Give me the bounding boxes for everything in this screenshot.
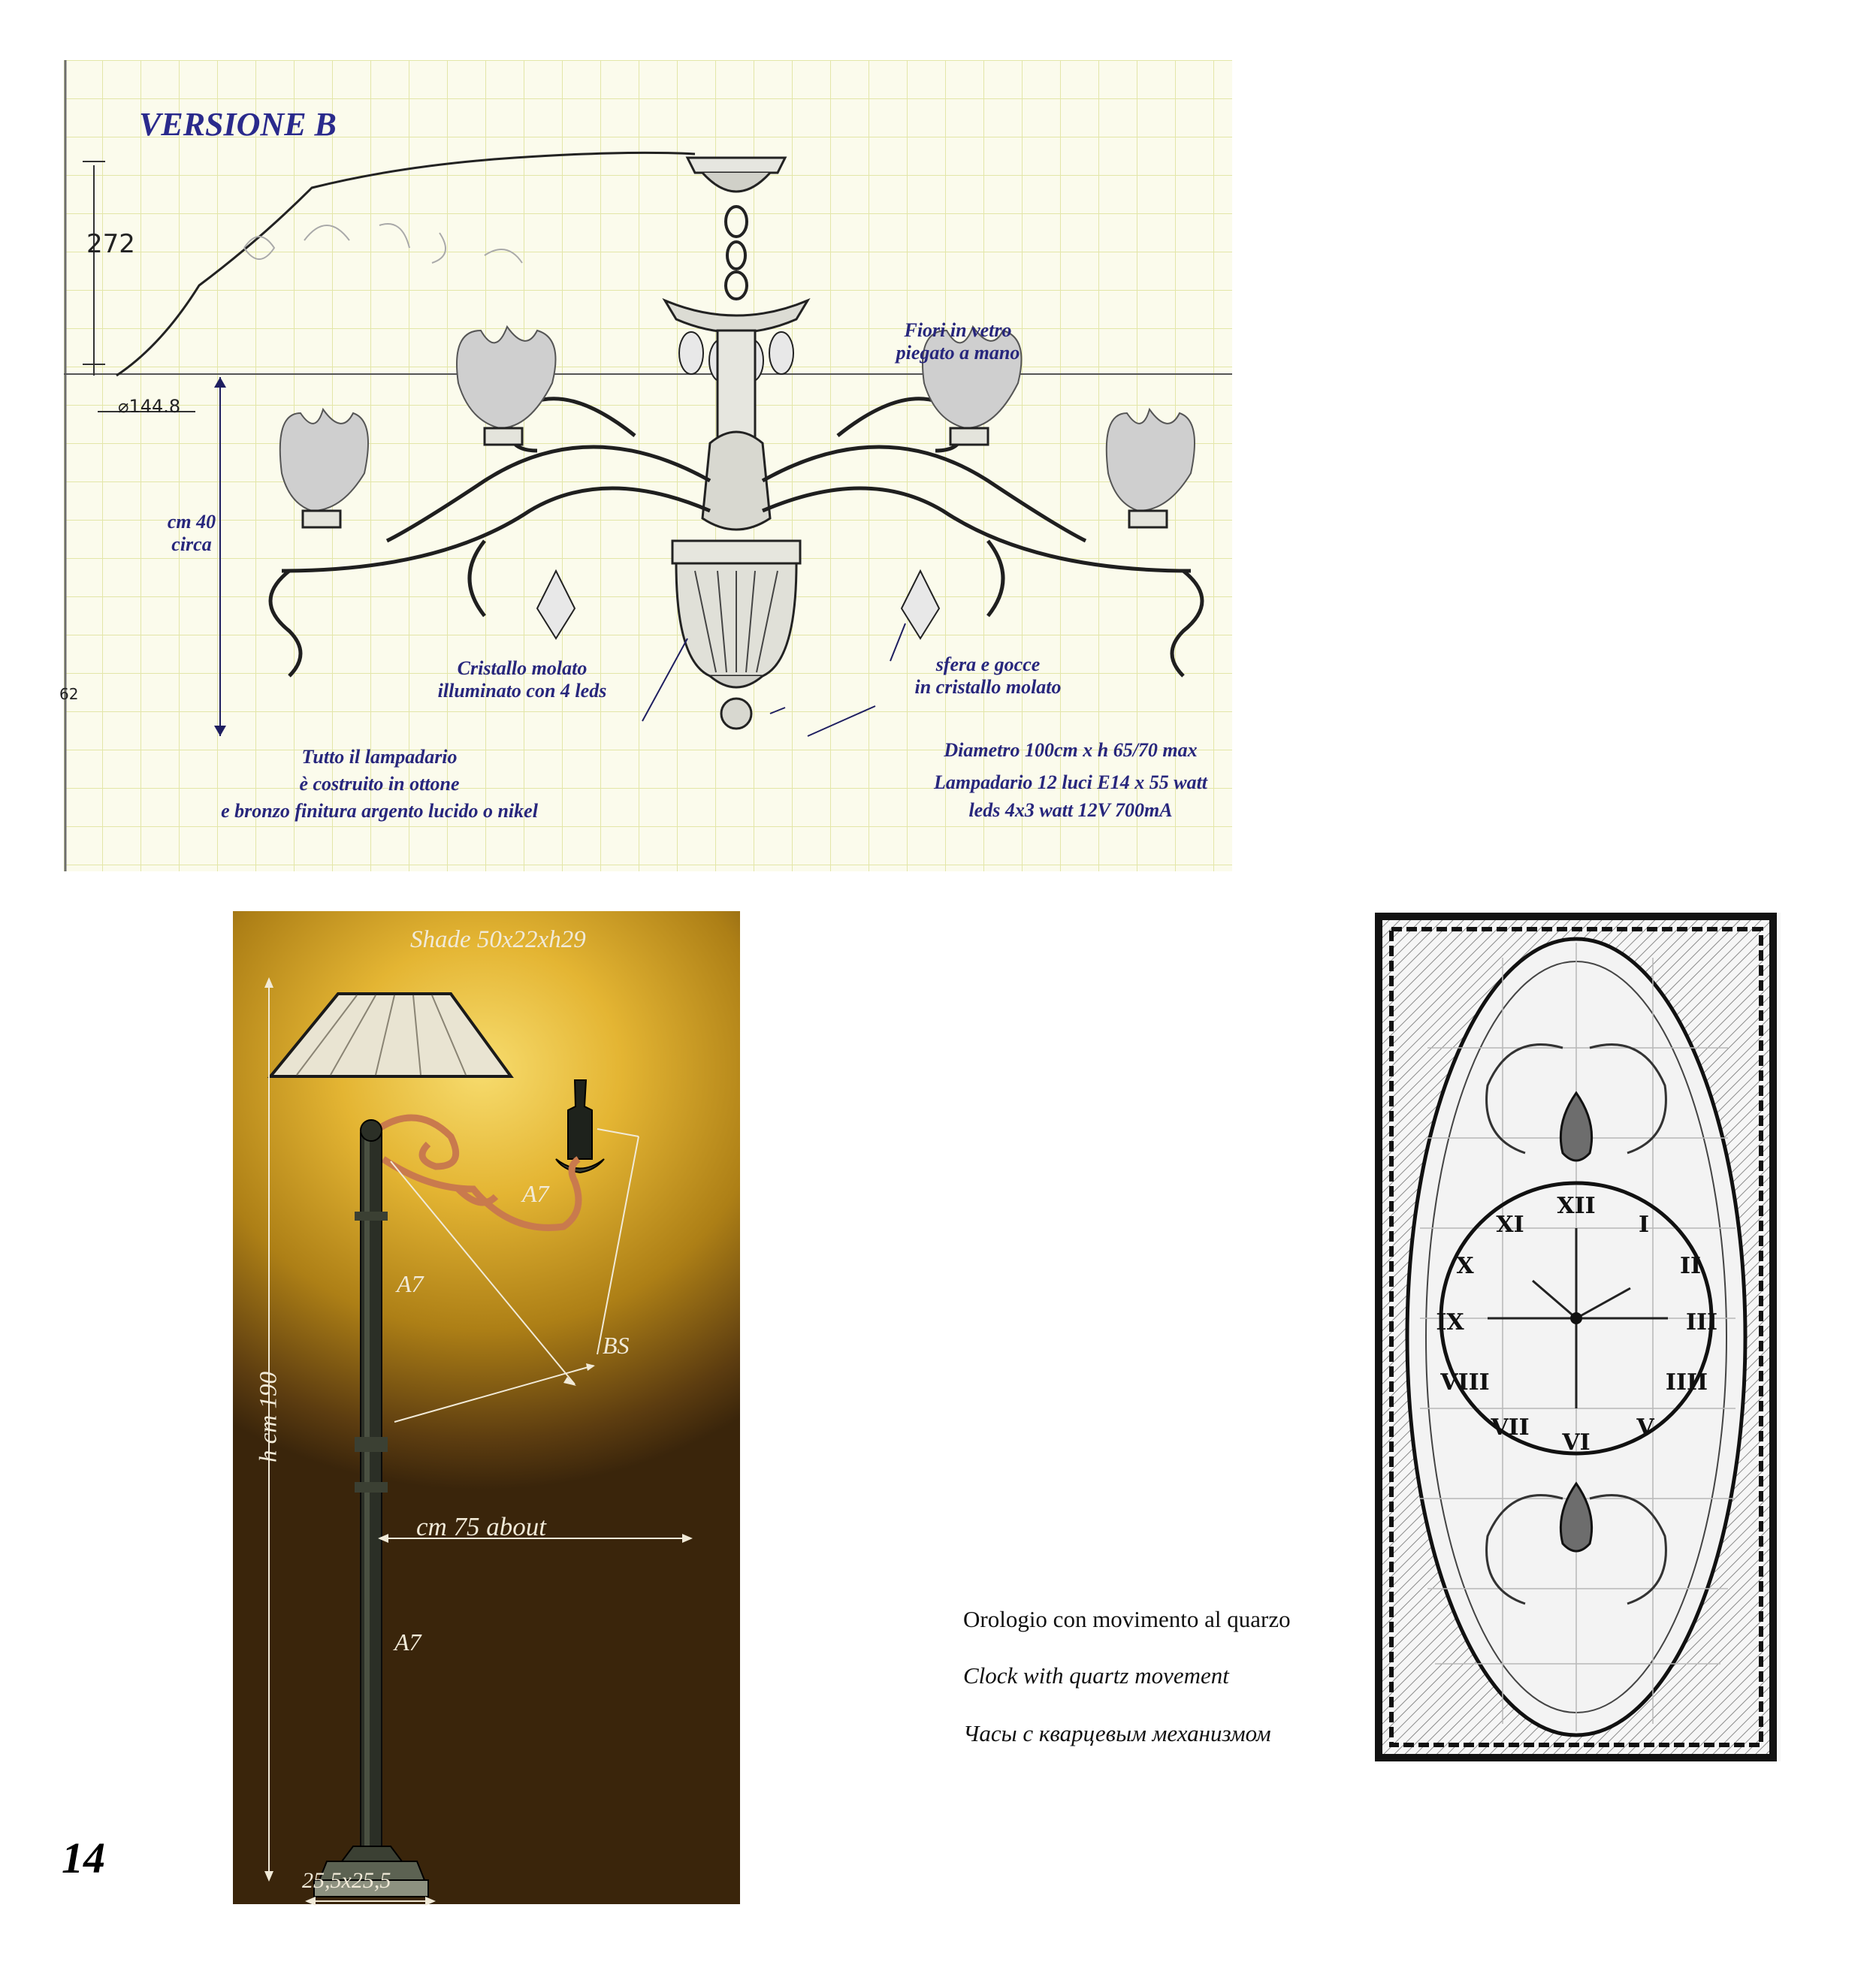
height-label: cm 40 circa <box>167 511 216 555</box>
floor-lamp-image <box>233 911 740 1904</box>
stem-lower-code: A7 <box>394 1628 421 1656</box>
spec-note: Diametro 100cm x h 65/70 max Lampadario 12 luci E14 x 55 watt leds 4x3 watt 12V 700mA <box>933 739 1208 821</box>
material-note: Tutto il lampadario è costruito in ottone e bronzo finitura argento lucido o nikel <box>221 746 538 822</box>
stem-upper-code: A7 <box>397 1270 424 1297</box>
svg-text:II: II <box>1679 1253 1702 1279</box>
reach-dimension: cm 75 about <box>416 1512 547 1541</box>
clock-drawing <box>1375 913 1781 1761</box>
clock-caption-italian: Orologio con movimento al quarzo <box>963 1606 1291 1632</box>
svg-text:X: X <box>1456 1253 1474 1279</box>
dim-62: 62 <box>59 685 79 703</box>
clock-sketch <box>1375 913 1781 1761</box>
svg-text:VIII: VIII <box>1440 1369 1490 1396</box>
sphere-note: sfera e gocce in cristallo molato <box>914 653 1062 698</box>
base-dimension: 25,5x25,5 <box>302 1868 391 1893</box>
height-dimension: h cm 190 <box>255 1372 282 1462</box>
svg-text:XI: XI <box>1496 1212 1524 1238</box>
svg-text:IIII: IIII <box>1665 1369 1708 1396</box>
crystal-note: Cristallo molato illuminato con 4 leds <box>437 657 607 702</box>
dim-diameter: ⌀144.8 <box>118 396 181 417</box>
flowers-note: Fiori in vetro piegato a mano <box>896 319 1020 364</box>
bs-code: BS <box>603 1332 630 1359</box>
version-title: VERSIONE B <box>139 106 337 143</box>
clock-caption-english: Clock with quartz movement <box>963 1662 1229 1689</box>
svg-text:XII: XII <box>1557 1193 1596 1219</box>
svg-text:VII: VII <box>1491 1414 1530 1441</box>
floor-lamp-drawing <box>233 911 740 1904</box>
page-number: 14 <box>62 1834 105 1882</box>
chandelier-sketch <box>59 60 1232 871</box>
svg-text:V: V <box>1636 1414 1654 1441</box>
svg-text:IX: IX <box>1436 1309 1464 1336</box>
svg-text:VI: VI <box>1562 1429 1591 1456</box>
svg-text:III: III <box>1685 1309 1718 1336</box>
shade-dimension: Shade 50x22xh29 <box>410 926 586 953</box>
arm-code: A7 <box>522 1180 549 1207</box>
clock-caption-russian: Часы с кварцевым механизмом <box>963 1720 1271 1746</box>
svg-text:I: I <box>1638 1212 1650 1238</box>
dim-272: 272 <box>86 229 135 259</box>
